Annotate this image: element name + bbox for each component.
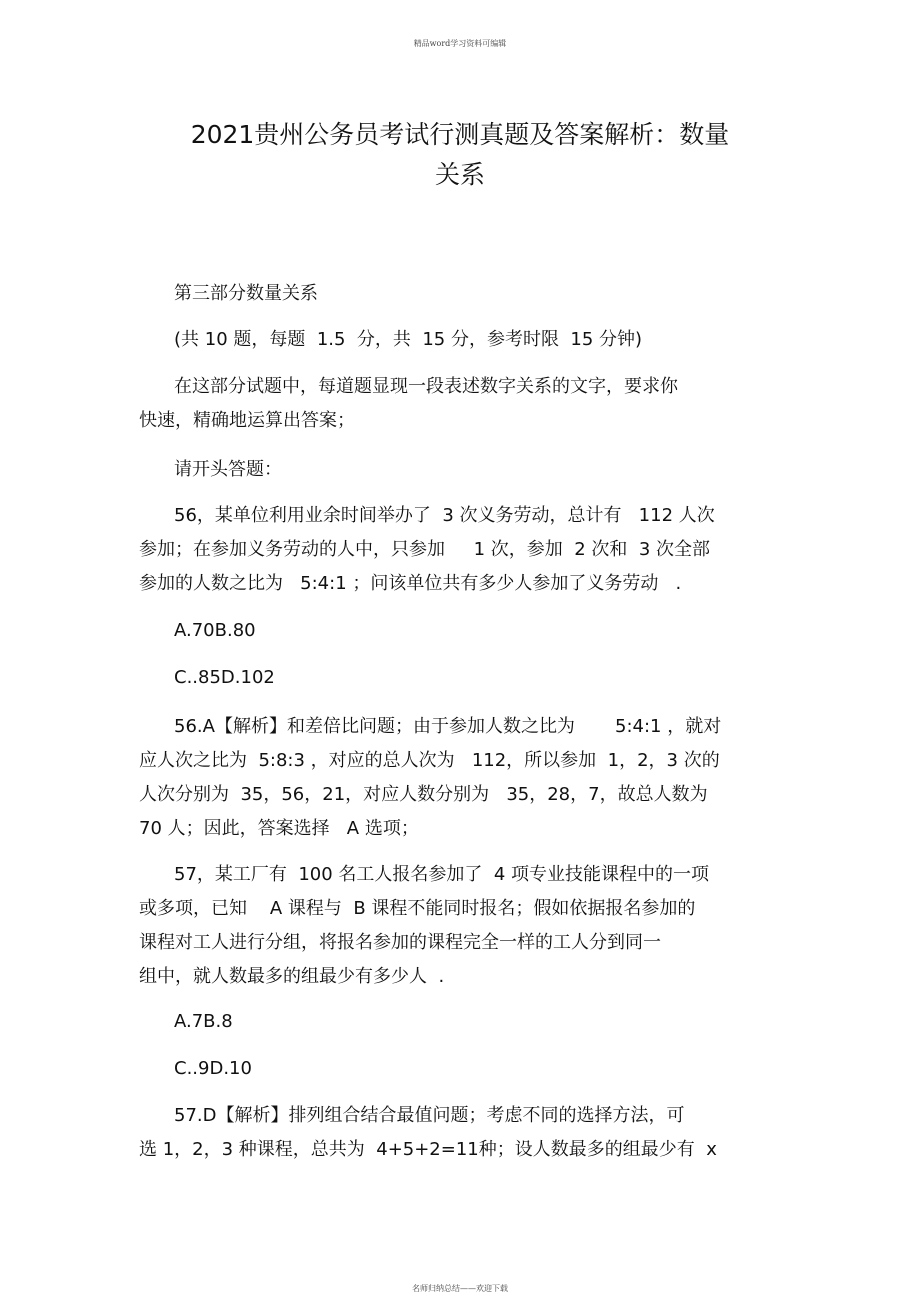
page-title: 2021贵州公务员考试行测真题及答案解析：数量 bbox=[190, 120, 730, 149]
question-line: 组中，就人数最多的组最少有多少人 . bbox=[139, 966, 445, 987]
section-intro-line: 在这部分试题中，每道题显现一段表述数字关系的文字，要求你 bbox=[174, 376, 678, 397]
section-intro-line: 快速，精确地运算出答案； bbox=[139, 410, 355, 431]
answer-options: A.7B.8 bbox=[174, 1011, 233, 1032]
page-title-continued: 关系 bbox=[434, 160, 485, 189]
analysis-line: 选 1，2，3 种课程，总共为 4+5+2=11种；设人数最多的组最少有 x bbox=[139, 1139, 717, 1160]
question-line: 参加的人数之比为 5:4:1 ；问该单位共有多少人参加了义务劳动 . bbox=[139, 573, 682, 594]
question-line: 课程对工人进行分组，将报名参加的课程完全一样的工人分到同一 bbox=[139, 932, 661, 953]
analysis-line: 人次分别为 35，56，21，对应人数分别为 35，28，7，故总人数为 bbox=[139, 784, 708, 805]
start-instruction: 请开头答题： bbox=[174, 459, 282, 480]
answer-options: A.70B.80 bbox=[174, 620, 256, 641]
answer-options: C..9D.10 bbox=[174, 1058, 252, 1079]
analysis-line: 70 人；因此，答案选择 A 选项； bbox=[139, 818, 419, 839]
footer-note: 名师归纳总结——欢迎下载 bbox=[412, 1284, 508, 1293]
section-meta: (共 10 题，每题 1.5 分，共 15 分，参考时限 15 分钟) bbox=[174, 329, 643, 350]
question-line: 参加；在参加义务劳动的人中，只参加 1 次，参加 2 次和 3 次全部 bbox=[139, 539, 711, 560]
analysis-line: 57.D【解析】排列组合结合最值问题；考虑不同的选择方法，可 bbox=[174, 1105, 685, 1126]
question-line: 57，某工厂有 100 名工人报名参加了 4 项专业技能课程中的一项 bbox=[174, 864, 710, 885]
analysis-line: 56.A【解析】和差倍比问题；由于参加人数之比为 5:4:1 ，就对 bbox=[174, 716, 722, 737]
analysis-line: 应人次之比为 5:8:3 ，对应的总人次为 112，所以参加 1，2，3 次的 bbox=[139, 750, 720, 771]
question-line: 56，某单位利用业余时间举办了 3 次义务劳动，总计有 112 人次 bbox=[174, 505, 715, 526]
question-line: 或多项，已知 A 课程与 B 课程不能同时报名；假如依据报名参加的 bbox=[139, 898, 696, 919]
section-heading: 第三部分数量关系 bbox=[174, 283, 318, 304]
answer-options: C..85D.102 bbox=[174, 667, 275, 688]
header-note: 精品word学习资料可编辑 bbox=[413, 39, 507, 48]
